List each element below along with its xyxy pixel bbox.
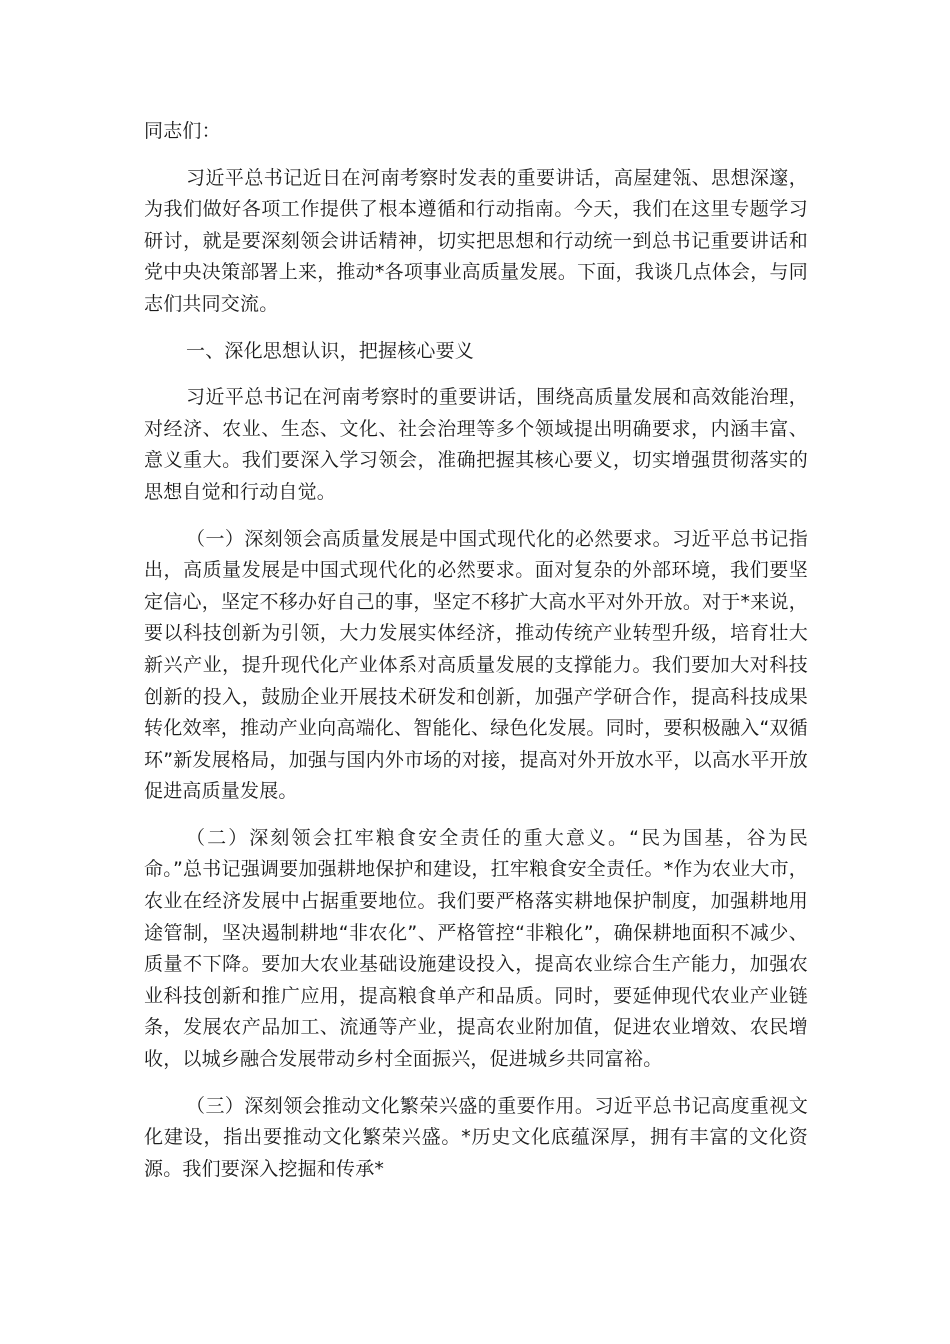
section-heading-1: 一、深化思想认识，把握核心要义 <box>186 339 475 362</box>
section-1-paragraph: 习近平总书记在河南考察时的重要讲话，围绕高质量发展和高效能治理，对经济、农业、生态、文化、社会治理等多个领域提出明确要求，内涵丰富、意义重大。我们要深入学习领会，准确把握其核心要义，切实增强贯彻落实的思想自觉和行动自觉。 <box>144 386 808 503</box>
subsection-3-paragraph: （三）深刻领会推动文化繁荣兴盛的重要作用。习近平总书记高度重视文化建设，指出要推动文化繁荣兴盛。*历史文化底蕴深厚，拥有丰富的文化资源。我们要深入挖掘和传承* <box>144 1094 808 1180</box>
subsection-2-paragraph: （二）深刻领会扛牢粮食安全责任的重大意义。“民为国基，谷为民命。”总书记强调要加强耕地保护和建设，扛牢粮食安全责任。*作为农业大市，农业在经济发展中占据重要地位。我们要严格落实耕地保护制度，加强耕地用途管制，坚决遏制耕地“非农化”、严格管控“非粮化”，确保耕地面积不减少、质量不下降。要加大农业基础设施建设投入，提高农业综合生产能力，加强农业科技创新和推广应用，提高粮食单产和品质。同时，要延伸现代农业产业链条，发展农产品加工、流通等产业，提高农业附加值，促进农业增效、农民增收，以城乡融合发展带动乡村全面振兴，促进城乡共同富裕。 <box>144 826 808 1071</box>
document-page <box>144 116 808 1200</box>
salutation: 同志们： <box>144 120 221 142</box>
intro-paragraph: 习近平总书记近日在河南考察时发表的重要讲话，高屋建瓴、思想深邃，为我们做好各项工作提供了根本遵循和行动指南。今天，我们在这里专题学习研讨，就是要深刻领会讲话精神，切实把思想和行动统一到总书记重要讲话和党中央决策部署上来，推动*各项事业高质量发展。下面，我谈几点体会，与同志们共同交流。 <box>144 166 808 315</box>
subsection-1-paragraph: （一）深刻领会高质量发展是中国式现代化的必然要求。习近平总书记指出，高质量发展是中国式现代化的必然要求。面对复杂的外部环境，我们要坚定信心，坚定不移办好自己的事，坚定不移扩大高水平对外开放。对于*来说，要以科技创新为引领，大力发展实体经济，推动传统产业转型升级，培育壮大新兴产业，提升现代化产业体系对高质量发展的支撑能力。我们要加大对科技创新的投入，鼓励企业开展技术研发和创新，加强产学研合作，提高科技成果转化效率，推动产业向高端化、智能化、绿色化发展。同时，要积极融入“双循环”新发展格局，加强与国内外市场的对接，提高对外开放水平，以高水平开放促进高质量发展。 <box>144 527 808 803</box>
